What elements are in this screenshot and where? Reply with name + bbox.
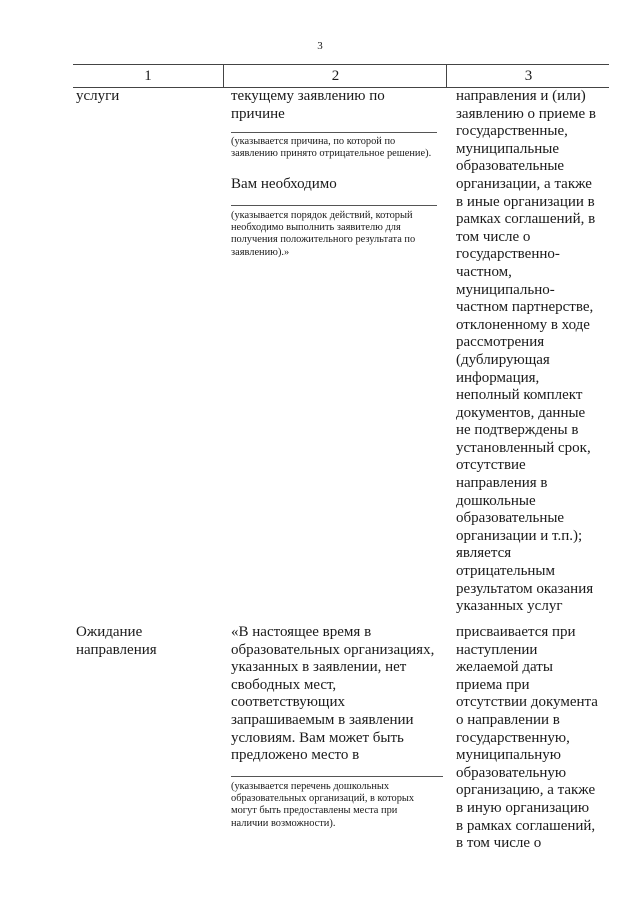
row1-reason-note: (указывается причина, по которой по заявлению принято отрицательное решение). bbox=[231, 136, 432, 160]
page-number: 3 bbox=[317, 40, 323, 52]
row1-message-text-2: Вам необходимо bbox=[231, 176, 337, 192]
row1-actions-note: (указывается порядок действий, который необходимо выполнить заявителю для получения положительного результата по заявлению).» bbox=[231, 210, 416, 258]
row2-description: присваивается при наступлении желаемой даты приема при отсутствии документа о направлении в государственную, муниципальную образовательную организацию, а также в иную организацию в рамках соглашений, в том числе о bbox=[456, 624, 598, 852]
row1-message-text: текущему заявлению по причине bbox=[231, 88, 385, 122]
fill-in-line bbox=[231, 205, 437, 206]
column-1-header: 1 bbox=[144, 68, 152, 84]
fill-in-line bbox=[231, 776, 443, 777]
row2-service-stage: Ожидание направления bbox=[76, 624, 157, 658]
fill-in-line bbox=[231, 132, 437, 133]
column-3-header: 3 bbox=[446, 65, 610, 87]
row2-organizations-note: (указывается перечень дошкольных образовательных организаций, в которых могут быть предоставлены места при наличии возможности). bbox=[231, 781, 415, 829]
row1-description: направления и (или) заявлению о приеме в государственные, муниципальные образовательные организации, а также в иные организации в рамках соглашений, в том числе о государственно- частном, муниципально- частном партнерстве, отклоненному в ходе рассмотрения (дублирующая информация, неполный комплект документов, данные не подтверждены в установленный срок, отсутствие направления в дошкольные образовательные организации и т.п.); является отрицательным результатом оказания указанных услуг bbox=[456, 88, 596, 615]
column-2-header: 2 bbox=[223, 65, 447, 87]
row2-message-text: «В настоящее время в образовательных организациях, указанных в заявлении, нет свободных мест, соответствующих запрашиваемым в заявлении условиям. Вам может быть предложено место в bbox=[231, 624, 435, 764]
row1-service-stage: услуги bbox=[76, 88, 120, 104]
table-header bbox=[73, 64, 609, 88]
